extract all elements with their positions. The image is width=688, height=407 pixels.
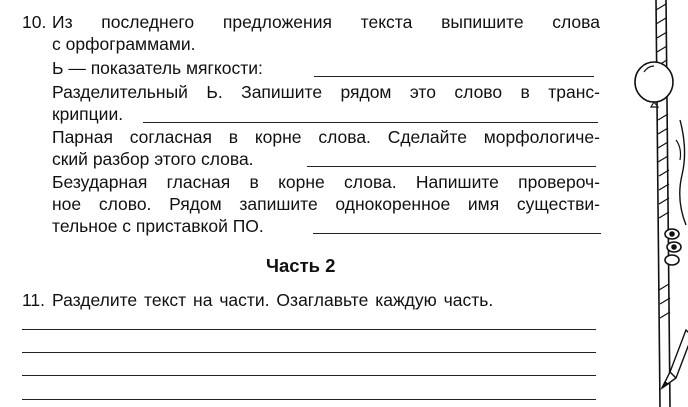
paired-consonant-prompt: Парная согласная в корне слова. Сделайте морфологиче- [52, 127, 600, 147]
separator-sign-prompt-cont: крипции. [52, 104, 124, 124]
paired-consonant-prompt-cont: ский разбор этого слова. [52, 149, 254, 169]
task-11-text: Разделите текст на части. Озаглавьте каждую часть. [52, 290, 494, 310]
task-10-line-1: Из последнего предложения текста выпишите слова [52, 12, 600, 32]
part-2-heading: Часть 2 [266, 255, 336, 276]
answer-line-2[interactable] [22, 352, 596, 353]
answer-line-1[interactable] [22, 329, 596, 330]
answer-line-3[interactable] [22, 375, 596, 376]
task-10-number: 10. [22, 12, 47, 32]
spring-icon [665, 229, 681, 265]
task-11-number: 11. [22, 290, 46, 310]
transcription-answer-line[interactable] [143, 122, 598, 123]
pencil-icon [662, 330, 688, 388]
unstressed-vowel-prompt-end: тельное с приставкой ПО. [52, 216, 264, 236]
morphology-answer-line[interactable] [307, 166, 596, 167]
unstressed-vowel-prompt-cont: ное слово. Рядом запишите однокоренное имя существи- [52, 194, 600, 214]
noun-answer-line[interactable] [313, 233, 601, 234]
answer-line-4[interactable] [22, 399, 596, 400]
task-10-line-2: с орфограммами. [52, 34, 196, 54]
soft-sign-prompt: Ь — показатель мягкости: [52, 58, 263, 78]
separator-sign-prompt: Разделительный Ь. Запишите рядом это слово в транс- [52, 82, 600, 102]
soft-sign-answer-line[interactable] [314, 76, 594, 77]
unstressed-vowel-prompt: Безударная гласная в корне слова. Напишите провероч- [52, 172, 600, 192]
margin-illustration [610, 0, 688, 407]
